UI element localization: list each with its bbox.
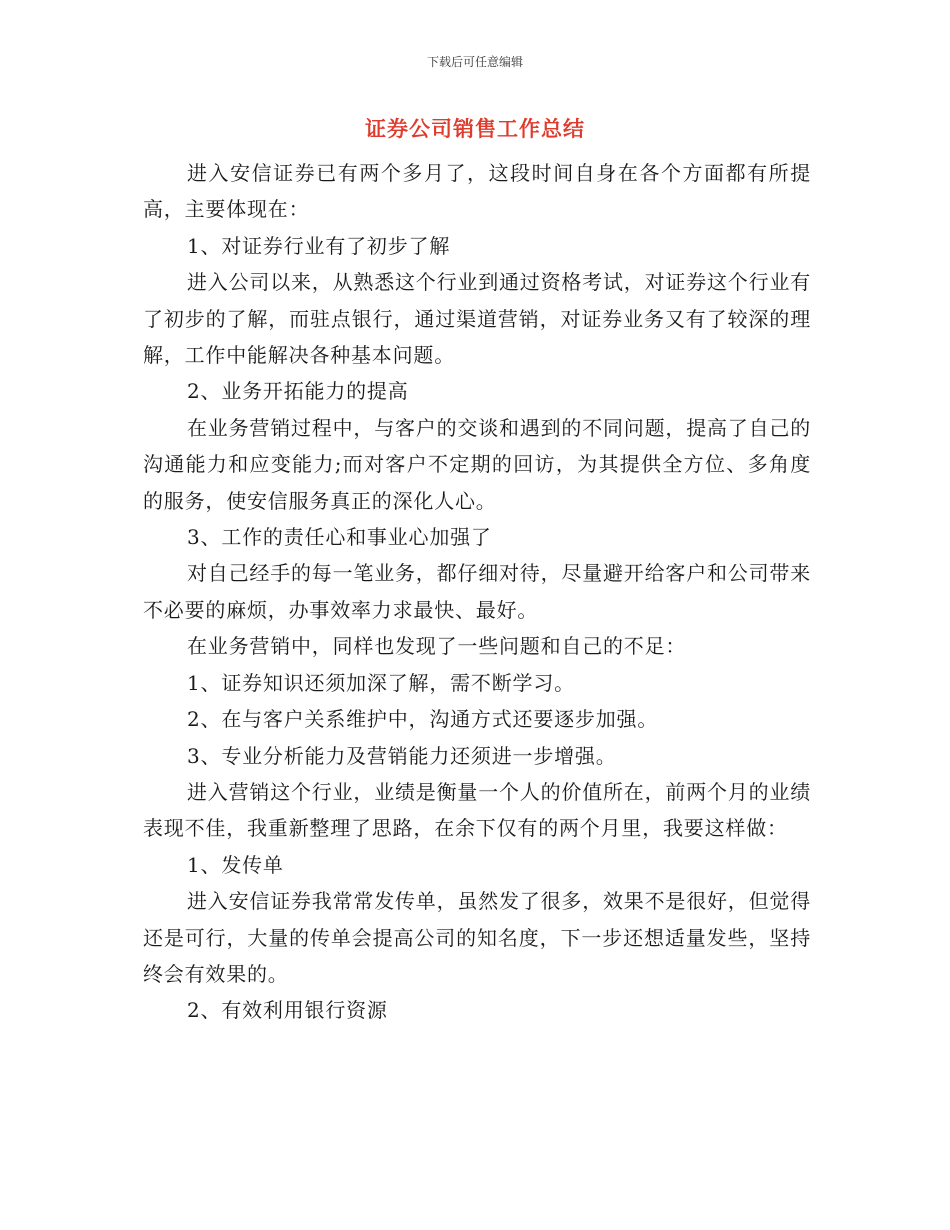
list-item: 1、证券知识还须加深了解，需不断学习。 [187, 670, 575, 695]
document-title: 证券公司销售工作总结 [365, 117, 585, 141]
section-heading: 2、有效利用银行资源 [187, 998, 388, 1023]
paragraph: 进入营销这个行业，业绩是衡量一个人的价值所在，前两个月的业绩表现不佳，我重新整理了思路，在余下仅有的两个月里，我要这样做： [143, 779, 811, 841]
paragraph: 进入安信证券已有两个多月了，这段时间自身在各个方面都有所提高，主要体现在： [143, 161, 811, 222]
section-heading: 1、对证券行业有了初步了解 [187, 233, 451, 258]
list-item: 3、专业分析能力及营销能力还须进一步增强。 [187, 743, 617, 768]
paragraph: 进入安信证券我常常发传单，虽然发了很多，效果不是很好，但觉得还是可行，大量的传单会提高公司的知名度，下一步还想适量发些，坚持终会有效果的。 [143, 889, 811, 986]
document-body [143, 155, 811, 1029]
paragraph: 进入公司以来，从熟悉这个行业到通过资格考试，对证券这个行业有了初步的了解，而驻点银行，通过渠道营销，对证券业务又有了较深的理解，工作中能解决各种基本问题。 [143, 270, 811, 368]
paragraph: 对自己经手的每一笔业务，都仔细对待，尽量避开给客户和公司带来不必要的麻烦，办事效率力求最快、最好。 [143, 561, 811, 622]
list-item: 2、在与客户关系维护中，沟通方式还要逐步加强。 [187, 707, 659, 732]
section-heading: 2、业务开拓能力的提高 [187, 379, 409, 404]
paragraph: 在业务营销过程中，与客户的交谈和遇到的不同问题，提高了自己的沟通能力和应变能力;而对客户不定期的回访，为其提供全方位、多角度的服务，使安信服务真正的深化人心。 [143, 415, 811, 513]
header-note: 下载后可任意编辑 [426, 55, 523, 69]
section-heading: 3、工作的责任心和事业心加强了 [187, 525, 492, 550]
paragraph: 在业务营销中，同样也发现了一些问题和自己的不足： [187, 634, 687, 659]
section-heading: 1、发传单 [187, 852, 284, 877]
